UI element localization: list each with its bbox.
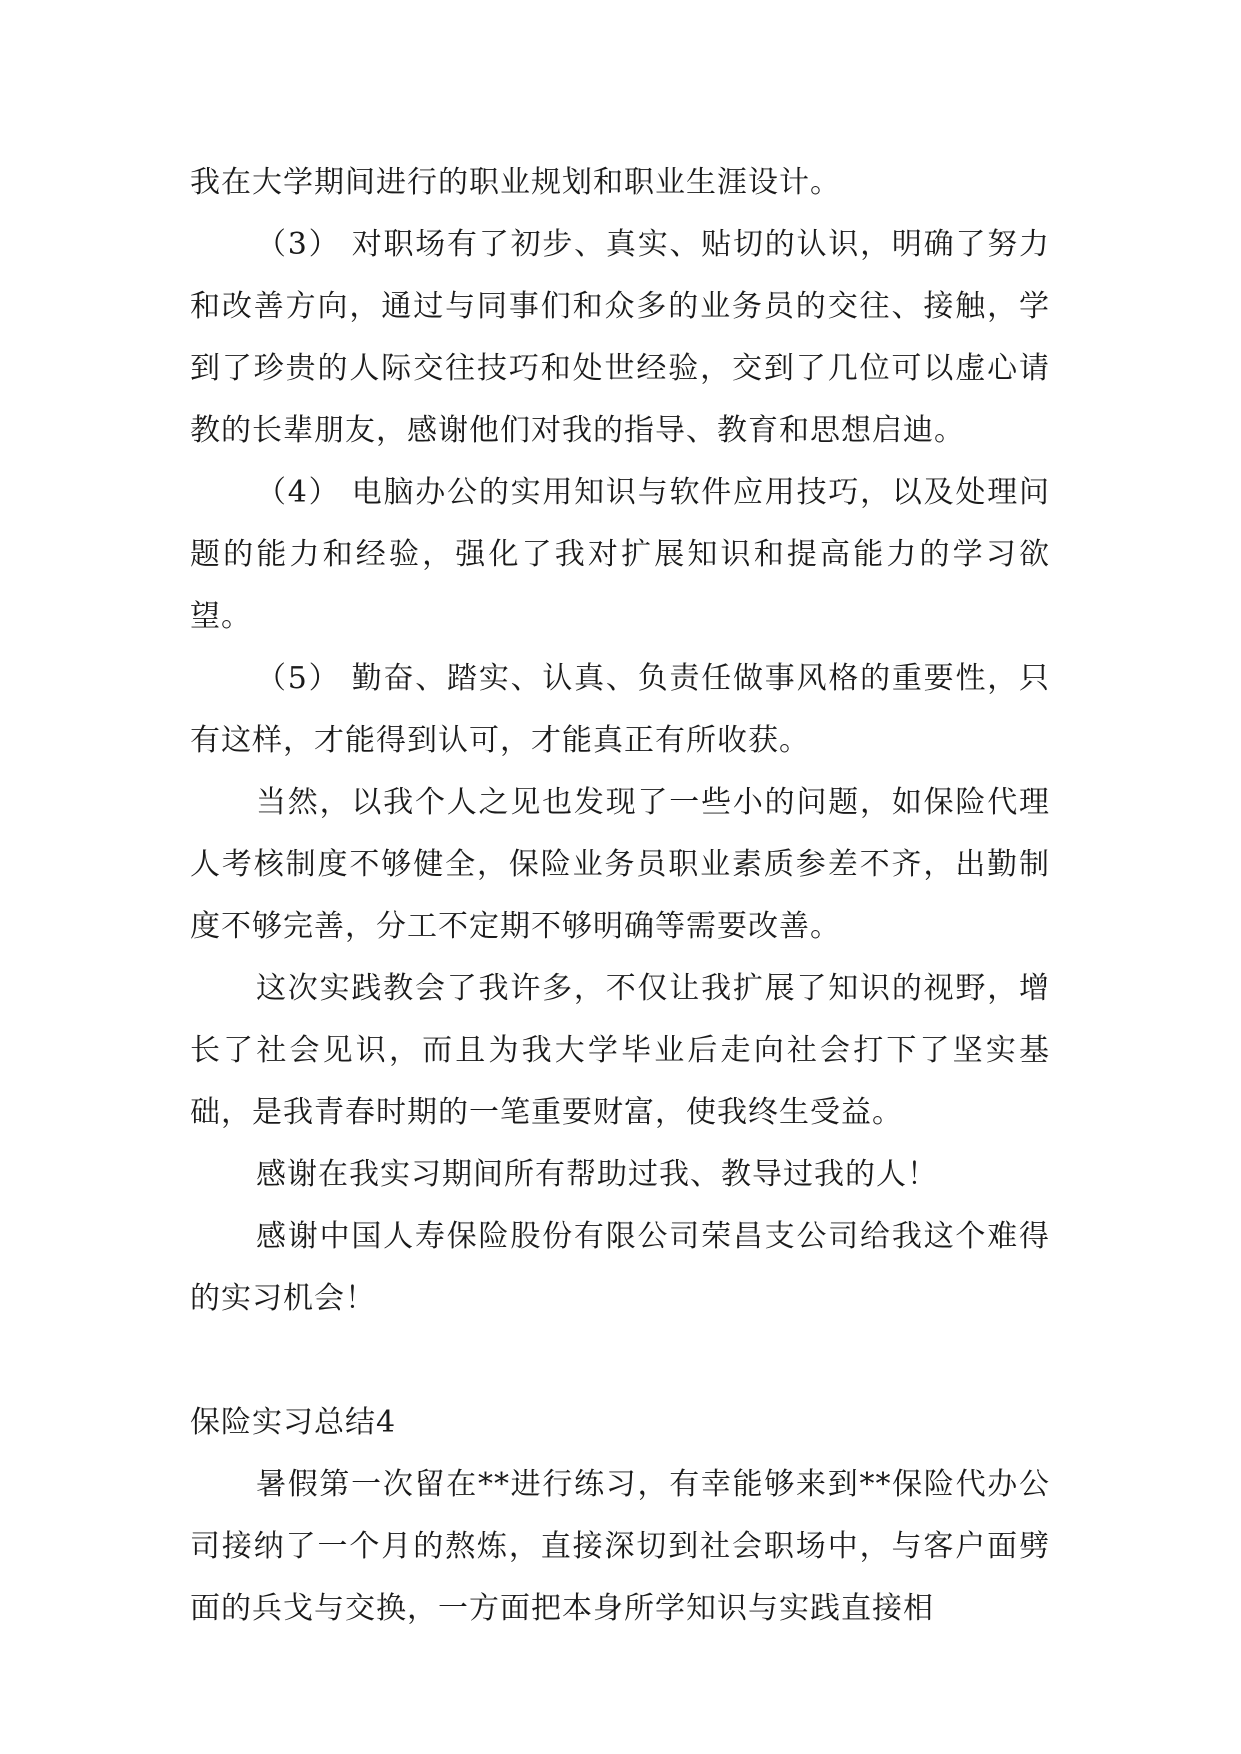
paragraph-practice: 这次实践教会了我许多，不仅让我扩展了知识的视野，增长了社会见识，而且为我大学毕业后走向社会打下了坚实基础，是我青春时期的一笔重要财富，使我终生受益。 [190, 971, 1050, 1130]
paragraph-issues: 当然，以我个人之见也发现了一些小的问题，如保险代理人考核制度不够健全，保险业务员职业素质参差不齐，出勤制度不够完善，分工不定期不够明确等需要改善。 [190, 785, 1050, 944]
document-body [190, 152, 1050, 1640]
paragraph-item-3: （3） 对职场有了初步、真实、贴切的认识，明确了努力和改善方向，通过与同事们和众多的业务员的交往、接触，学到了珍贵的人际交往技巧和处世经验，交到了几位可以虚心请教的长辈朋友，感谢他们对我的指导、教育和思想启迪。 [190, 227, 1050, 448]
paragraph-continuation: 我在大学期间进行的职业规划和职业生涯设计。 [190, 165, 841, 200]
paragraph-item-4: （4） 电脑办公的实用知识与软件应用技巧，以及处理问题的能力和经验，强化了我对扩展知识和提高能力的学习欲望。 [190, 475, 1050, 634]
section-heading: 保险实习总结4 [190, 1405, 397, 1440]
paragraph-item-5: （5） 勤奋、踏实、认真、负责任做事风格的重要性，只有这样，才能得到认可，才能真正有所收获。 [190, 661, 1050, 758]
paragraph-thanks-people: 感谢在我实习期间所有帮助过我、教导过我的人！ [256, 1157, 938, 1192]
section-paragraph: 暑假第一次留在**进行练习，有幸能够来到**保险代办公司接纳了一个月的熬炼，直接深切到社会职场中，与客户面劈面的兵戈与交换，一方面把本身所学知识与实践直接相 [190, 1467, 1050, 1626]
paragraph-thanks-company: 感谢中国人寿保险股份有限公司荣昌支公司给我这个难得的实习机会！ [190, 1219, 1050, 1316]
